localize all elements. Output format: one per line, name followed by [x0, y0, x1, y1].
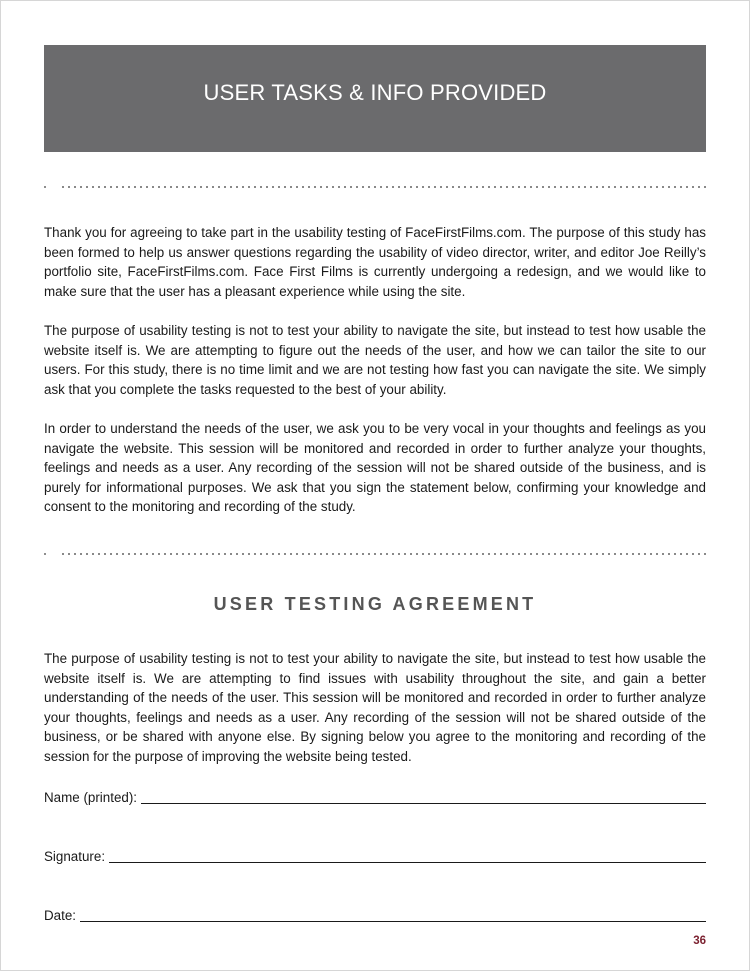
divider-lead-dot — [44, 186, 46, 188]
name-printed-line[interactable] — [141, 789, 706, 804]
signature-field — [44, 843, 706, 865]
divider-dots — [60, 186, 706, 188]
dotted-divider-middle — [44, 552, 706, 558]
intro-paragraph-3: In order to understand the needs of the user, we ask you to be very vocal in your thoughts and feelings as you navigate the website. This session will be monitored and recorded in order to further analyze your thoughts, feelings and needs as a user. Any recording of the session will not be shared outside of the business, and is purely for informational purposes. We ask that you sign the statement below, confirming your knowledge and consent to the monitoring and recording of the study. — [44, 421, 706, 515]
intro-paragraph-1: Thank you for agreeing to take part in the usability testing of FaceFirstFilms.com. The purpose of this study has been formed to help us answer questions regarding the usability of video director, writer, and editor Joe Reilly’s portfolio site, FaceFirstFilms.com. Face First Films is currently undergoing a redesign, and we would like to make sure that the user has a pleasant experience while using the site. — [44, 225, 706, 299]
header-banner — [44, 45, 706, 152]
page-number: 36 — [693, 935, 706, 947]
dotted-divider-top — [44, 185, 706, 191]
agreement-paragraph: The purpose of usability testing is not to test your ability to navigate the site, but instead to test how usable the website itself is. We are attempting to find issues with usability throughout the site, and gain a better understanding of the needs of the user. This session will be monitored and recorded in order to further analyze your thoughts, feelings and needs as a user. Any recording of the session will not be shared outside of the business, or be shared with anyone else. By signing below you agree to the monitoring and recording of the session for the purpose of improving the website being tested. — [44, 651, 706, 764]
intro-paragraph-2: The purpose of usability testing is not to test your ability to navigate the site, but instead to test how usable the website itself is. We are attempting to figure out the needs of the user, and how we can tailor the site to our users. For this study, there is no time limit and we are not testing how fast you can navigate the site. We simply ask that you complete the tasks requested to the best of your ability. — [44, 323, 706, 397]
signature-label: Signature: — [44, 849, 106, 864]
date-field — [44, 902, 706, 924]
page-title: USER TASKS & INFO PROVIDED — [203, 80, 547, 106]
divider-dots — [60, 553, 706, 555]
divider-lead-dot — [44, 553, 46, 555]
agreement-heading: USER TESTING AGREEMENT — [213, 594, 537, 614]
name-printed-label: Name (printed): — [44, 790, 138, 805]
name-printed-field — [44, 784, 706, 806]
signature-line[interactable] — [109, 848, 706, 863]
date-line[interactable] — [80, 907, 706, 922]
date-label: Date: — [44, 908, 77, 923]
